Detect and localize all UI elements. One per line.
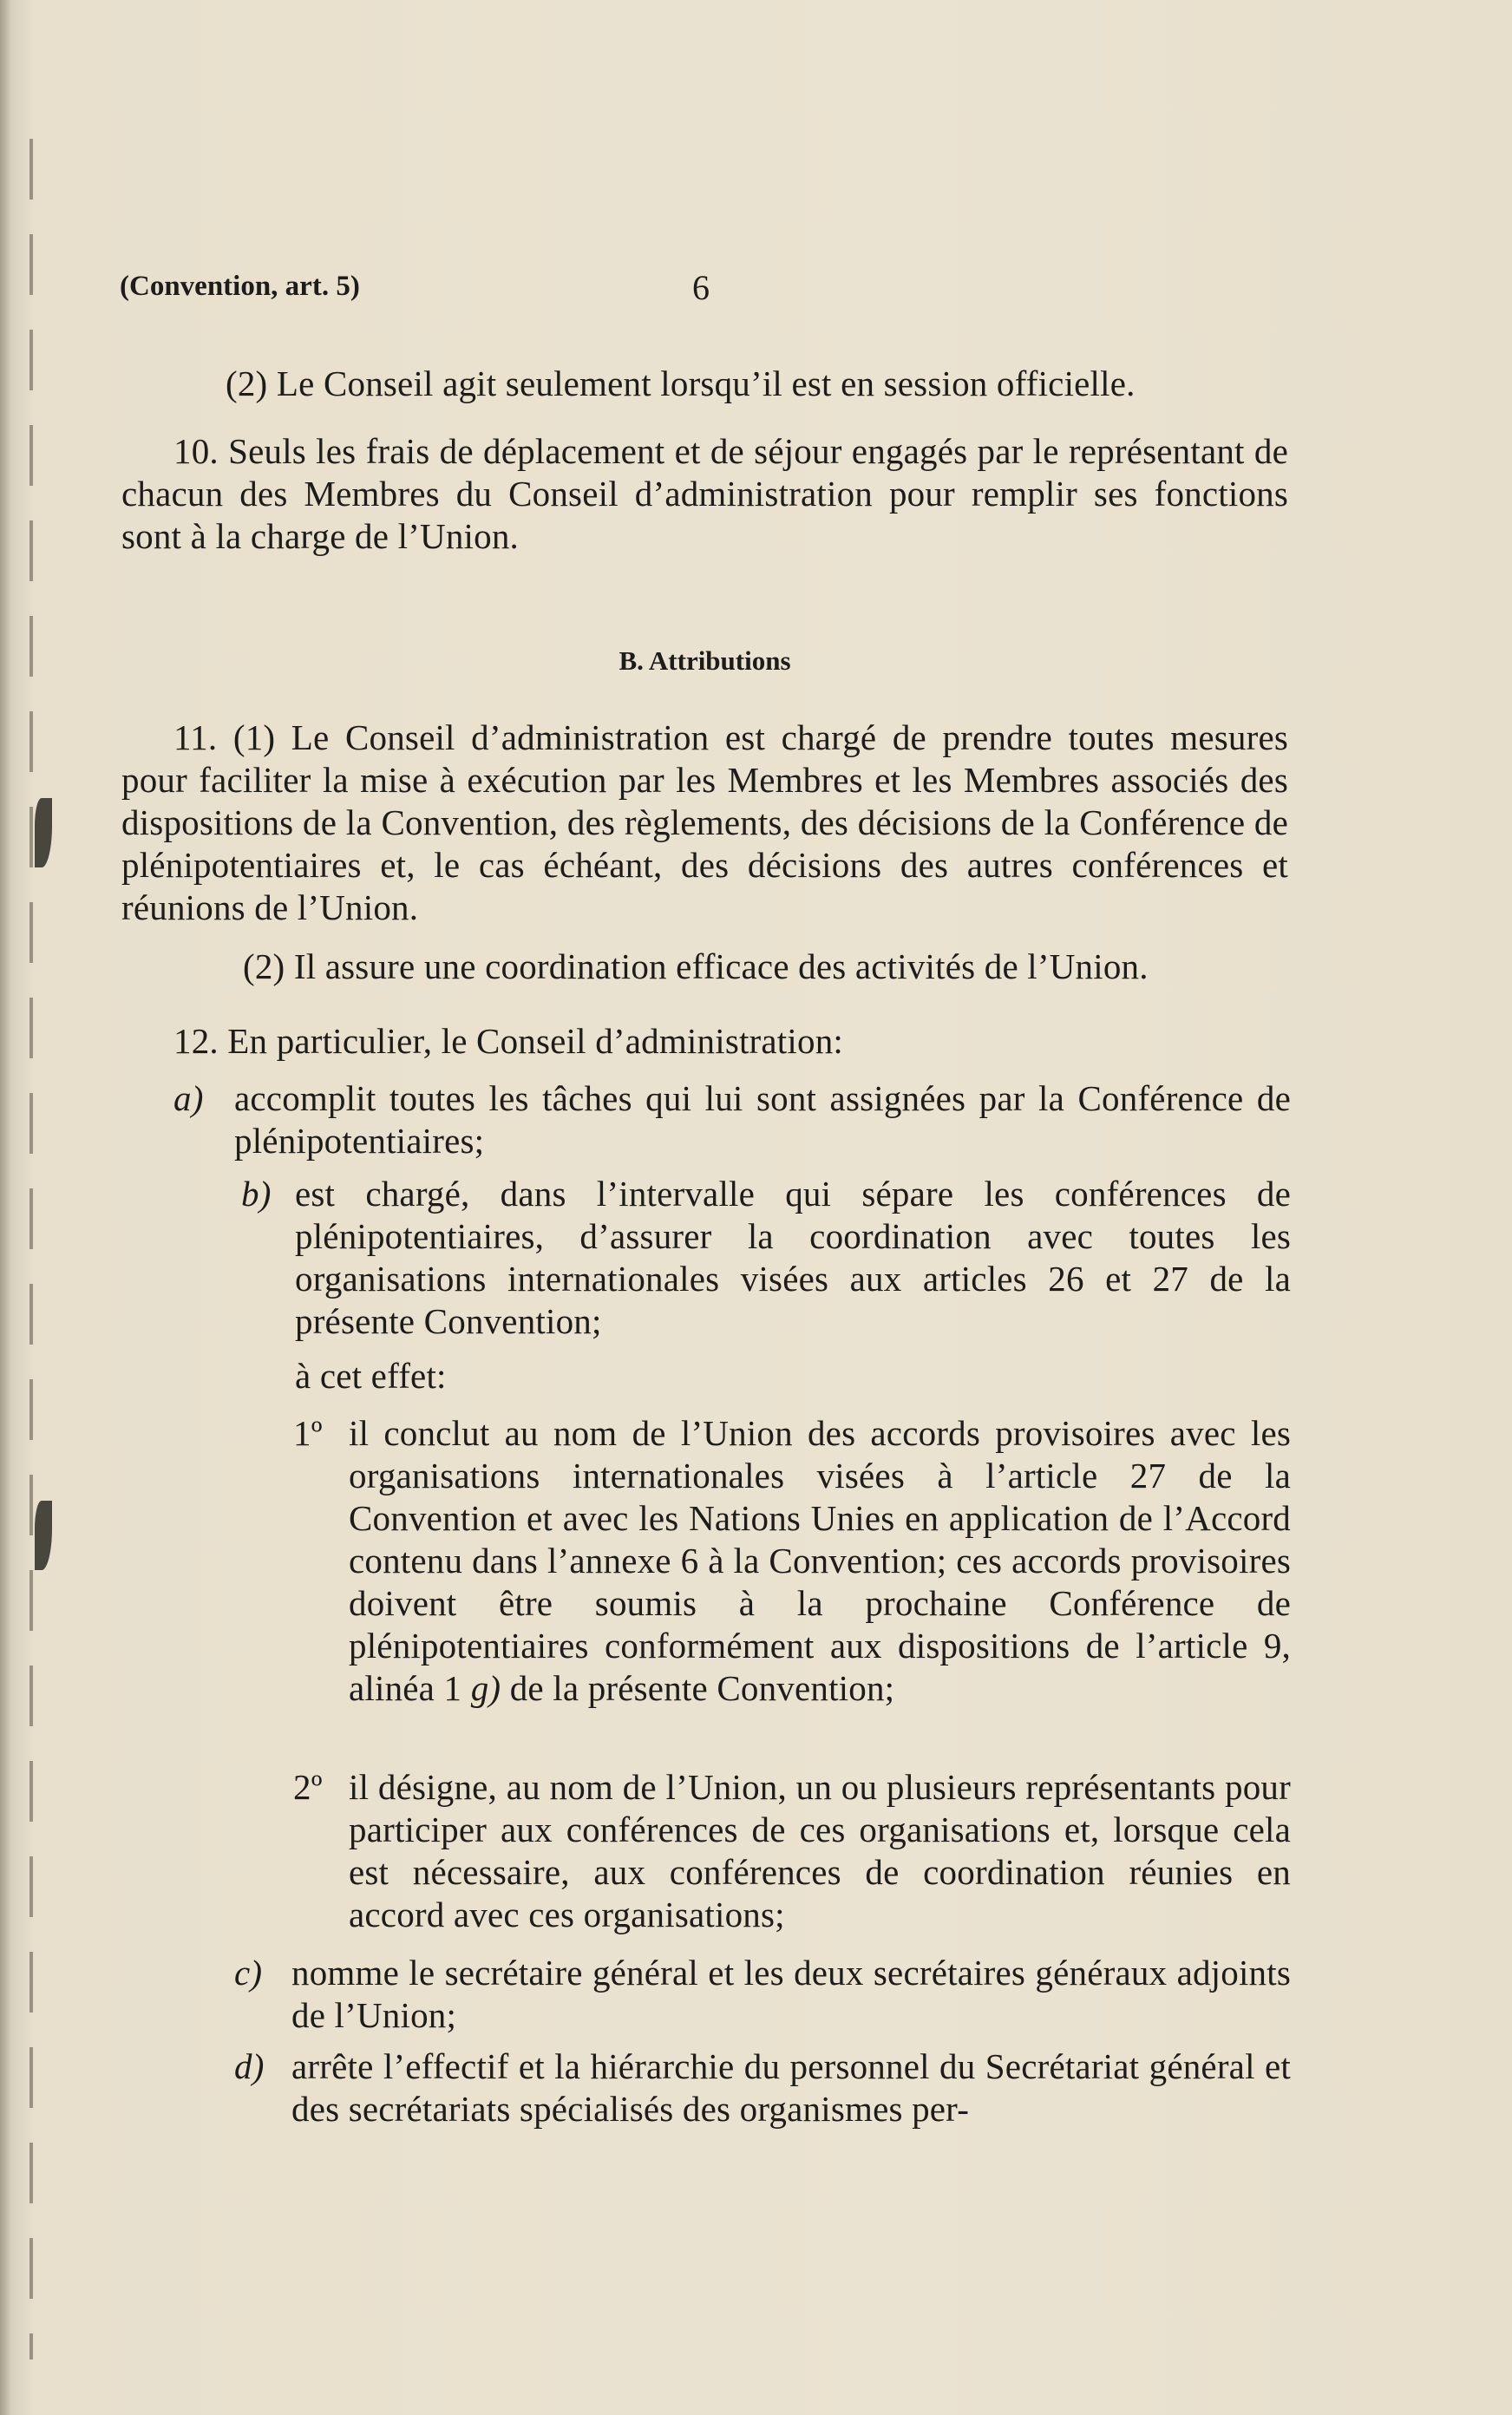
- paragraph-12: [121, 1020, 1288, 1063]
- paragraph-text: 10. Seuls les frais de déplacement et de séjour engagés par le représentant de chacun des Membres du Conseil d’administration pour remplir ses fonctions sont à la charge de l’Union.: [121, 431, 1288, 556]
- item-label: 2º: [293, 1767, 323, 1807]
- item-text: à cet effet:: [295, 1356, 447, 1396]
- item-text: arrête l’effectif et la hiérarchie du personnel du Secrétariat général et des secrétariats spécialisés des organismes per-: [291, 2046, 1291, 2129]
- paragraph-11-2: [121, 946, 1288, 988]
- paragraph-text: (2) Il assure une coordination efficace des activités de l’Union.: [243, 946, 1149, 986]
- running-title: (Convention, art. 5): [120, 271, 360, 302]
- list-item-d: [234, 2045, 1291, 2130]
- item-label: c): [234, 1953, 263, 1993]
- sub-item-2: [293, 1766, 1291, 1936]
- binding-mark: [35, 1501, 52, 1570]
- list-item-b: [241, 1173, 1291, 1343]
- item-text: est chargé, dans l’intervalle qui sépare les conférences de plénipotentiaires, d’assurer la coordination avec toutes les organisations internationales visées aux articles 26 et 27 de la présente Convention;: [295, 1174, 1291, 1341]
- list-item-c: [234, 1952, 1291, 2037]
- item-text: nomme le secrétaire général et les deux secrétaires généraux adjoints de l’Union;: [291, 1953, 1291, 2035]
- paragraph-9-2: [121, 363, 1288, 405]
- item-text: accomplit toutes les tâches qui lui sont assignées par la Conférence de plénipotentiaires;: [234, 1078, 1291, 1161]
- item-label: b): [241, 1174, 272, 1214]
- paragraph-10: [121, 430, 1288, 558]
- paragraph-text: 11. (1) Le Conseil d’administration est chargé de prendre toutes mesures pour faciliter la mise à exécution par les Membres et les Membres associés des dispositions de la Convention, des règlements, des décisions de la Conférence de plénipotentiaires et, le cas échéant, des décisions des autres conférences et réunions de l’Union.: [121, 717, 1288, 927]
- paragraph-11-1: [121, 717, 1288, 929]
- paragraph-text: (2) Le Conseil agit seulement lorsqu’il est en session officielle.: [226, 363, 1136, 403]
- item-text: il conclut au nom de l’Union des accords provisoires avec les organisations internationales visées à l’article 27 de la Convention et avec les Nations Unies en application de l’Accord contenu dans l’annexe 6 à la Convention; ces accords provisoires doivent être soumis à la prochaine Conférence de plénipotentiaires conformément aux dispositions de l’article 9, alinéa 1 g) de la présente Convention;: [349, 1413, 1291, 1708]
- binding-mark: [35, 798, 52, 867]
- binding-edge: [29, 139, 33, 2359]
- page-number: 6: [692, 268, 710, 307]
- item-label: a): [173, 1078, 204, 1118]
- list-item-a: [173, 1077, 1291, 1162]
- sub-item-1: [293, 1412, 1291, 1710]
- item-label: 1º: [293, 1413, 323, 1453]
- section-title: B. Attributions: [619, 645, 791, 676]
- running-head: [120, 268, 1291, 314]
- list-item-b-effect: [295, 1355, 1291, 1397]
- item-label: d): [234, 2046, 265, 2086]
- paragraph-text: 12. En particulier, le Conseil d’administration:: [173, 1021, 843, 1061]
- item-text: il désigne, au nom de l’Union, un ou plusieurs représentants pour participer aux conférences de ces organisations et, lorsque cela est nécessaire, aux conférences de coordination réunies en accord avec ces organisations;: [349, 1767, 1291, 1934]
